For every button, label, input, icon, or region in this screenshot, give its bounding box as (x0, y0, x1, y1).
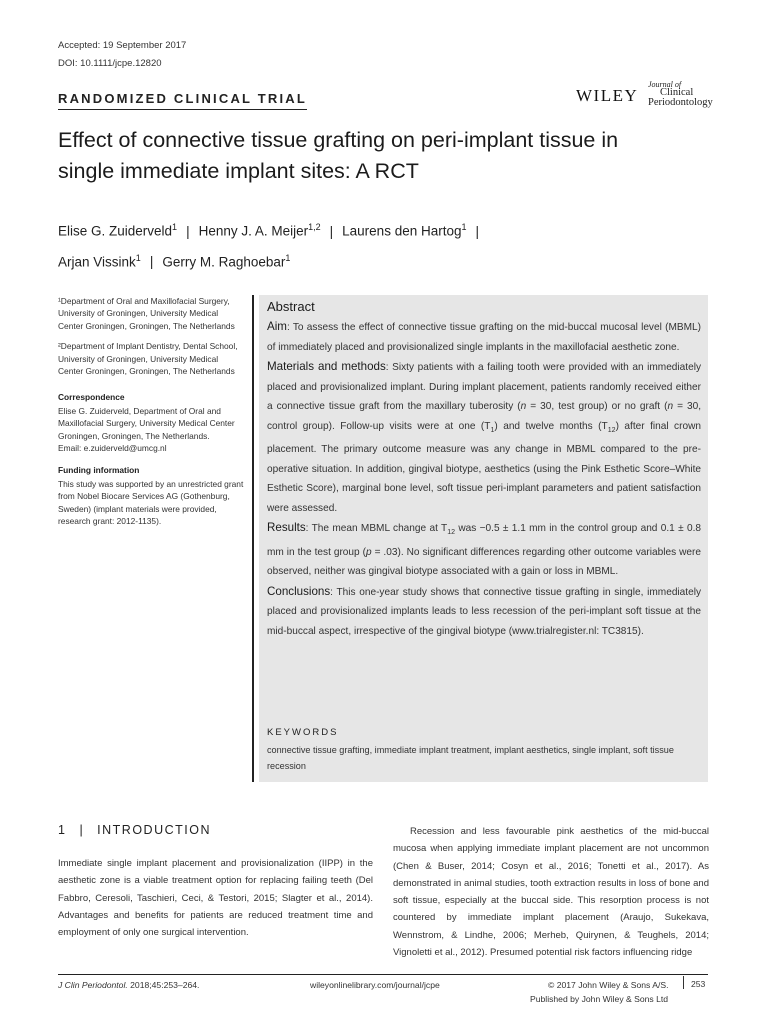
author-affiliation: 1 (135, 252, 141, 263)
methods-subscript: 12 (607, 426, 616, 434)
abstract-conclusions (267, 582, 701, 642)
methods-text: ) and twelve months (T (494, 420, 608, 432)
footer-divider (683, 976, 684, 989)
conclusions-text: : This one-year study shows that connective tissue grafting in single, immediately placed and provisionalized implants leads to less recession of the peri-implant soft tissue at the mid-buccal aspect, irrespective of the gingival biotype (www.trialregister.nl: TC3815). (267, 586, 701, 637)
correspondence-text: Elise G. Zuiderveld, Department of Oral and Maxillofacial Surgery, University Medical Center Groningen, Groningen, The Netherlands. (58, 405, 235, 441)
title-line-2: single immediate implant sites: A RCT (58, 159, 419, 183)
author-list: Elise G. Zuiderveld$^1$ | Henny J. A. Meijer$^{1,2}$ | Laurens den Hartog$^1$ | Arjan Vissink$^1$ | Gerry M. Raghoebar$^1$ (58, 222, 480, 269)
citation-details: 2018;45:253–264. (127, 980, 200, 990)
correspondence-heading: Correspondence (58, 392, 125, 403)
section-label: RANDOMIZED CLINICAL TRIAL (58, 91, 307, 110)
intro-paragraph-2: Recession and less favourable pink aesthetics of the mid-buccal mucosa when applying immediate implant placement are not uncommon (Chen & Buser, 2014; Cosyn et al., 2016; Tonetti et al., 2017). As demonstrated in animal studies, tooth extraction results in loss of bone and soft tissue, especially at the buccal side. This resorption process is not countered by immediate implant placement (Araujo, Sukekava, Wennstrom, & Lindhe, 2006; Merheb, Quirynen, & Teughels, 2014; Vignoletti et al., 2012). Presumed potential risk factors influencing ridge (393, 826, 709, 959)
title-line-1: Effect of connective tissue grafting on peri-implant tissue in (58, 128, 619, 152)
section-number: 1 (58, 823, 67, 837)
methods-text: = 30, test group) or no graft ( (526, 401, 668, 412)
results-p: p (365, 546, 372, 558)
section-title: INTRODUCTION (97, 823, 211, 837)
results-subscript: 12 (447, 529, 456, 537)
author-name[interactable]: Elise G. Zuiderveld (58, 223, 173, 239)
correspondence-email[interactable]: Email: e.zuiderveld@umcg.nl (58, 443, 167, 454)
keywords-list: connective tissue grafting, immediate implant treatment, implant aesthetics, single implant, soft tissue recession (267, 745, 674, 771)
methods-n: n (667, 401, 674, 412)
citation-journal: J Clin Periodontol. (58, 980, 128, 990)
methods-label: Materials and methods (267, 360, 386, 373)
results-text: : The mean MBML change at T (305, 523, 448, 535)
journal-logo (576, 80, 716, 112)
sidebar-info (58, 295, 244, 536)
section-heading (58, 823, 211, 837)
footer-url[interactable]: wileyonlinelibrary.com/journal/jcpe (310, 980, 440, 990)
affiliation-2: ²Department of Implant Dentistry, Dental School, University of Groningen, University Medical Center Groningen, Groningen, The Netherlands (58, 341, 238, 377)
intro-paragraph-1: Immediate single implant placement and provisionalization (IIPP) in the aesthetic zone is a viable treatment option for replacing failing teeth (Del Fabbro, Ceresoli, Taschieri, Ceci, & Testori, 2015; Slagter et al., 2014). Advantages and benefits for patients are reduced treatment time and employment of only one surgical intervention. (58, 858, 373, 939)
abstract-title: Abstract (267, 299, 315, 314)
abstract-methods (267, 357, 701, 518)
affiliation-1: ¹Department of Oral and Maxillofacial Surgery, University of Groningen, University Medical Center Groningen, Groningen, The Netherlands (58, 296, 235, 331)
section-divider: | (79, 823, 85, 837)
conclusions-label: Conclusions (267, 584, 331, 598)
funding-heading: Funding information (58, 465, 140, 476)
results-label: Results (267, 521, 306, 535)
abstract-aim (267, 317, 701, 357)
abstract-body (267, 317, 701, 641)
journal-logo-line3: Periodontology (648, 97, 713, 108)
footer-citation (58, 980, 199, 990)
publisher-logo: WILEY (576, 86, 639, 105)
article-title (58, 125, 718, 187)
keywords-heading: KEYWORDS (267, 727, 339, 738)
author-affiliation: 1,2 (308, 222, 321, 232)
methods-text: ) after final crown placement. The primary outcome measure was any change in MBML compared to the pre-operative situation. In addition, gingival biotype, aesthetics (using the Pink Esthetic Score–White Esthetic Score), marginal bone level, soft tissue peri-implant parameters and patient satisfaction were assessed. (267, 420, 701, 514)
author-name[interactable]: Arjan Vissink (58, 254, 136, 269)
aim-text: : To assess the effect of connective tissue grafting on the mid-buccal mucosal level (MBML) of immediately placed and provisionalized single implants in the maxillofacial aesthetic zone. (267, 322, 701, 353)
author-name[interactable]: Henny J. A. Meijer (198, 223, 309, 239)
abstract-results (267, 518, 701, 582)
methods-text: : Sixty patients with a failing tooth were provided with an immediately placed and provisionalized implant. During implant placement, patients randomly received either a connective tissue graft from the maxillary tuberosity ( (267, 362, 701, 412)
methods-subscript: 1 (490, 426, 495, 434)
accepted-date: Accepted: 19 September 2017 (58, 40, 187, 51)
aim-label: Aim (267, 320, 287, 333)
results-text: = .03). No significant differences regarding other outcome variables were observed, neither was gingival biotype associated with a gain or loss in MBML. (267, 546, 701, 578)
journal-logo-line2: Clinical (660, 87, 694, 98)
author-name[interactable]: Laurens den Hartog (342, 223, 462, 239)
author-name[interactable]: Gerry M. Raghoebar (162, 254, 286, 269)
methods-text: = 30, control group). Follow-up visits were at one (T (267, 401, 701, 432)
results-text: was −0.5 ± 1.1 mm in the control group and 0.1 ± 0.8 mm in the test group ( (267, 523, 701, 558)
doi[interactable]: DOI: 10.1111/jcpe.12820 (58, 58, 162, 69)
footer-publisher: Published by John Wiley & Sons Ltd (530, 994, 669, 1004)
author-affiliation: 1 (172, 222, 178, 232)
page-number: 253 (691, 979, 706, 989)
journal-logo-line1: Journal of (648, 80, 682, 89)
methods-n: n (520, 401, 527, 412)
column-divider (252, 295, 254, 782)
abstract-box (259, 295, 708, 782)
funding-text: This study was supported by an unrestricted grant from Nobel Biocare Services AG (Gothenburg, Sweden) (implant materials were provided, research grant: 2012-1135). (58, 478, 244, 527)
author-affiliation: 1 (461, 222, 467, 232)
author-affiliation: 1 (285, 252, 291, 263)
footer-copyright: © 2017 John Wiley & Sons A/S. (548, 980, 669, 990)
footer-rule (58, 974, 708, 975)
